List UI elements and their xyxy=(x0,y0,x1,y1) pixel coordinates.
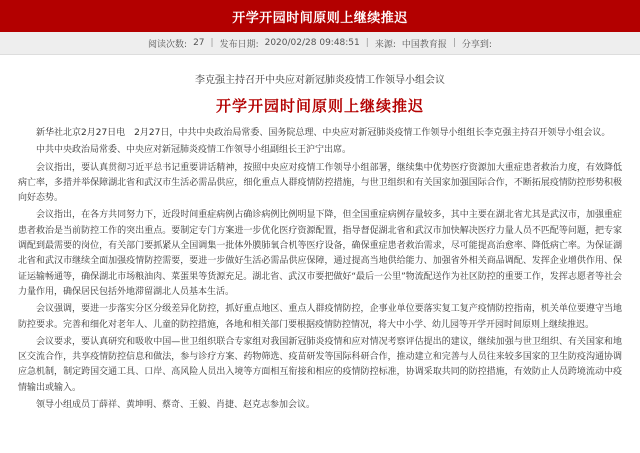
article-paragraph: 中共中央政治局常委、中央应对新冠肺炎疫情工作领导小组副组长王沪宁出席。 xyxy=(36,145,352,156)
article-paragraph: 会议强调，要进一步落实分区分级差异化防控，抓好重点地区、重点人群疫情防控，企事业单位要落实复工复产疫情防控指南，机关单位要遵守当地防控要求。完善和细化对老年人、儿童的防控措施，各地和相关部门要根据疫情防控情况，将大中小学、幼儿园等开学开园时间原则上继续推迟。 xyxy=(18,304,622,330)
article-paragraph: 新华社北京2月27日电 2月27日，中共中央政治局常委、国务院总理、中央应对新冠肺炎疫情工作领导小组组长李克强主持召开领导小组会议。 xyxy=(36,128,611,138)
published-label: 发布日期: xyxy=(219,39,259,50)
views-label: 阅读次数: xyxy=(148,39,188,50)
article-paragraph: 会议指出，在各方共同努力下，近段时间重症病例占确诊病例比例明显下降，但全国重症病例存量较多，其中主要在湖北省尤其是武汉市，加强重症患者救治是当前防控工作的突出重点。要制定专门方案进一步优化医疗资源配置，指导督促湖北省和武汉市加快解决医疗力量人员不匹配等问题，把专家调配到最需要的岗位，有关部门要抓紧从全国调集一批体外膜肺氧合机等医疗设备，确保重症患者救治需求，尽可能提高治愈率、降低病亡率。为保证湖北省和武汉市继续全面加强疫情防控需要，要进一步做好生活必需品供应保障，通过提高当地供给能力、加强省外相关商品调配、发挥企业增供作用、保证运输畅通等，确保湖北市场粮油肉、菜蛋果等货源充足。湖北省、武汉市要把做好“最后一公里”物流配送作为社区防控的重要工作，发挥志愿者等社会力量作用，确保居民包括外地滞留湖北人员基本生活。 xyxy=(18,210,622,297)
meta-divider: | xyxy=(452,38,456,48)
article-paragraph: 会议要求，要认真研究和吸收中国—世卫组织联合专家组对我国新冠肺炎疫情和应对情况考察评估提出的建议，继续加强与世卫组织、有关国家和地区交流合作，共享疫情防控信息和做法，参与诊疗方案、药物筛选、疫苗研发等国际科研合作，推动建立和完善与人员往来较多国家的卫生防疫沟通协调应急机制，制定跨国交通工具、口岸、高风险人员出入境等方面相互衔接和相应的疫情防控标准，协调采取共同的防控措施，有效防止人员跨境流动中疫情输出或输入。 xyxy=(18,336,622,393)
meta-divider: | xyxy=(365,38,369,48)
published-date: 2020/02/28 09:48:51 xyxy=(264,38,360,48)
source-link[interactable]: 中国教育报 xyxy=(401,39,447,50)
article-meta xyxy=(0,32,640,55)
article-paragraph: 会议指出，要认真贯彻习近平总书记重要讲话精神，按照中央应对疫情工作领导小组部署，继续集中优势医疗资源加大重症患者救治力度，有效降低病亡率，多措并举保障湖北省和武汉市生活必需品供应，细化重点人群疫情防控措施，与世卫组织和有关国家加强国际合作，不断拓展疫情防控形势积极向好态势。 xyxy=(18,162,622,204)
source-label: 来源: xyxy=(374,39,396,50)
header-bar xyxy=(0,0,640,32)
article-subtitle: 李克强主持召开中央应对新冠肺炎疫情工作领导小组会议 xyxy=(195,75,445,86)
share-label[interactable]: 分享到: xyxy=(461,39,492,50)
article-headline: 开学开园时间原则上继续推迟 xyxy=(215,97,424,115)
meta-divider: | xyxy=(210,38,214,48)
article-body xyxy=(0,71,640,413)
article-paragraph: 领导小组成员丁薛祥、黄坤明、蔡奇、王毅、肖捷、赵克志参加会议。 xyxy=(36,400,316,411)
page-title: 开学开园时间原则上继续推迟 xyxy=(232,10,408,26)
views-count: 27 xyxy=(193,38,205,48)
